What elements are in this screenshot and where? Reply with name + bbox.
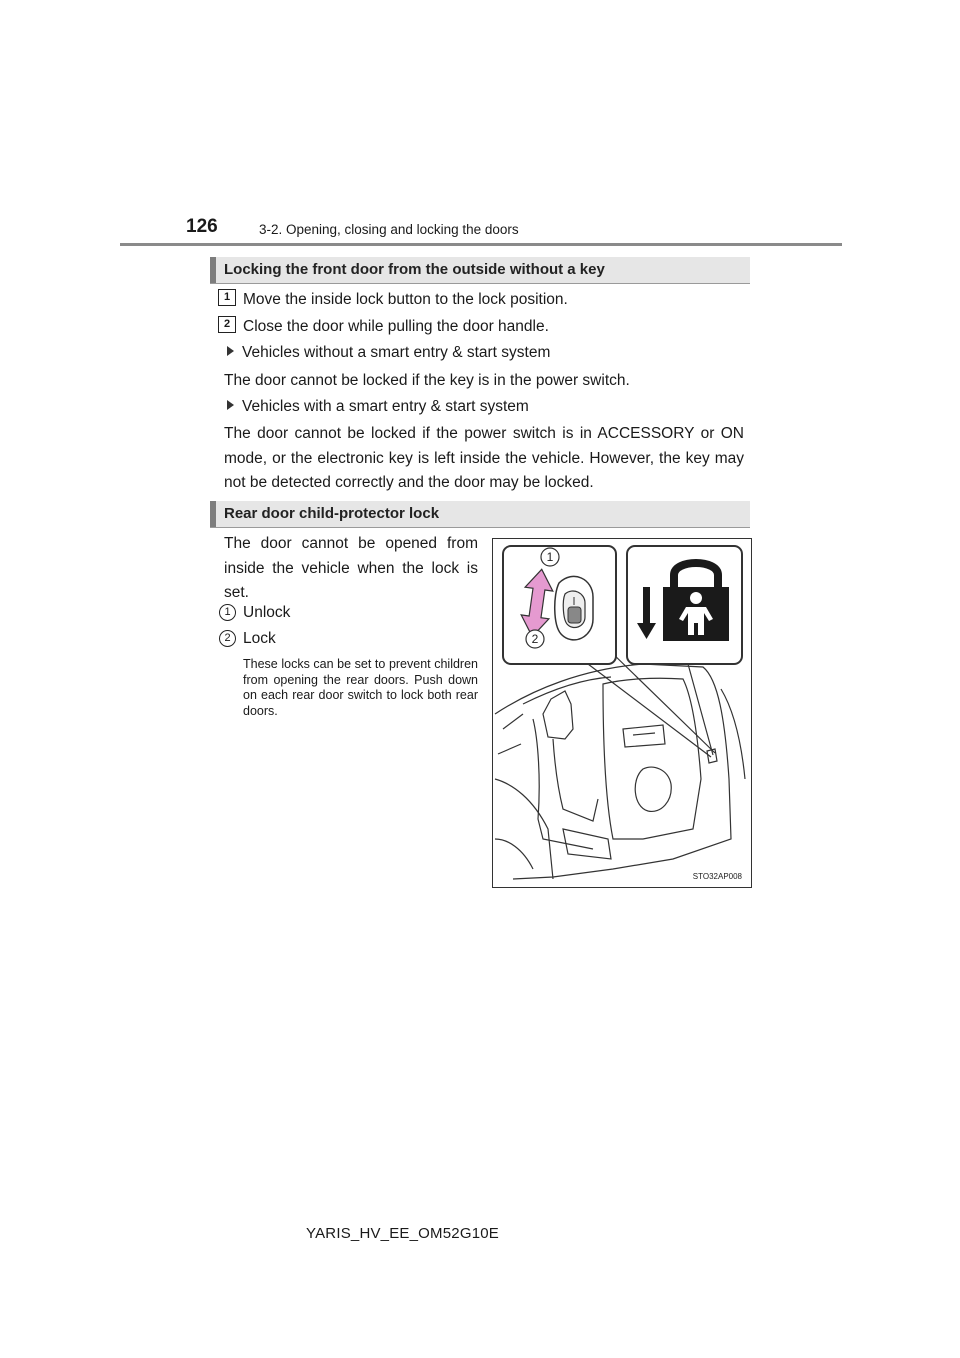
item-number-1: 1 — [219, 604, 236, 621]
heading-stripe — [210, 501, 216, 527]
bullet-without-smart-entry — [227, 344, 550, 362]
step-text-2: Close the door while pulling the door handle. — [243, 318, 549, 335]
heading-child-protector-lock — [210, 501, 750, 528]
lock-switch-graphic — [555, 576, 593, 640]
callout-1: 1 — [546, 550, 554, 564]
item-label-unlock: Unlock — [243, 604, 291, 621]
step-number-2: 2 — [218, 316, 236, 333]
bullet-text: Vehicles without a smart entry & start system — [242, 344, 551, 361]
callout-2: 2 — [531, 632, 539, 646]
door-line-art — [495, 664, 745, 879]
heading-text: Rear door child-protector lock — [224, 505, 440, 522]
heading-locking-front-door — [210, 257, 750, 284]
step-text-1: Move the inside lock button to the lock position. — [243, 291, 568, 308]
case1-text: The door cannot be locked if the key is in the power switch. — [224, 372, 630, 389]
leader-line-label — [688, 664, 713, 755]
heading-text: Locking the front door from the outside without a key — [224, 261, 605, 278]
case2-text: The door cannot be locked if the power switch is in ACCESSORY or ON mode, or the electronic key is left inside the vehicle. However, the key may not be detected correctly and the door may be locked. — [224, 425, 744, 491]
child-lock-intro: The door cannot be opened from inside the vehicle when the lock is set. — [224, 535, 478, 601]
footer-doc-code: YARIS_HV_EE_OM52G10E — [306, 1225, 499, 1242]
step-number-1: 1 — [218, 289, 236, 306]
illustration-svg — [493, 539, 751, 887]
header-divider — [120, 243, 842, 246]
bullet-text: Vehicles with a smart entry & start system — [242, 398, 529, 415]
child-lock-illustration — [492, 538, 752, 888]
item-number-2: 2 — [219, 630, 236, 647]
heading-stripe — [210, 257, 216, 283]
child-lock-note: These locks can be set to prevent children from opening the rear doors. Push down on each rear door switch to lock both rear doors. — [243, 657, 478, 718]
triangle-bullet-icon — [227, 346, 234, 356]
page-number: 126 — [186, 216, 218, 237]
figure-code: STO32AP008 — [692, 872, 742, 881]
triangle-bullet-icon — [227, 400, 234, 410]
bullet-with-smart-entry — [227, 398, 529, 416]
section-title: 3-2. Opening, closing and locking the doors — [259, 222, 519, 237]
item-label-lock: Lock — [243, 630, 276, 647]
